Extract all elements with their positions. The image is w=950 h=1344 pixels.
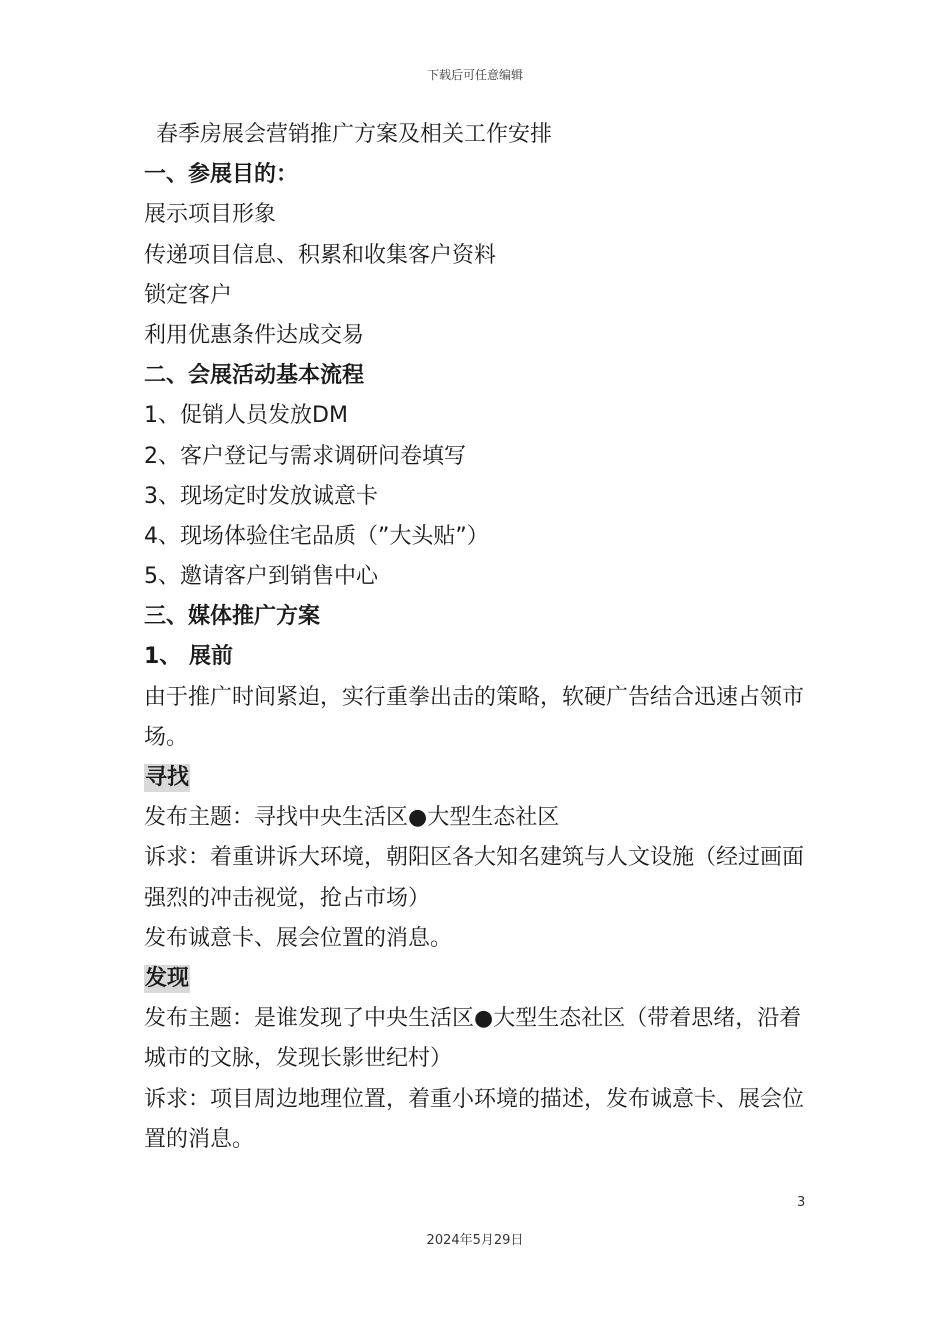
publish-theme: 发布主题：寻找中央生活区●大型生态社区	[144, 805, 560, 831]
highlight-label-xunzhao: 寻找	[145, 765, 190, 791]
section-heading-media: 三、媒体推广方案	[144, 604, 321, 630]
list-item: 3、现场定时发放诚意卡	[144, 483, 378, 509]
list-item: 5、邀请客户到销售中心	[144, 564, 378, 590]
list-item: 4、现场体验住宅品质（”大头贴”）	[144, 523, 489, 549]
list-item: 2、客户登记与需求调研问卷填写	[144, 443, 466, 469]
intro-paragraph: 由于推广时间紧迫，实行重拳出击的策略，软硬广告结合迅速占领市场。	[144, 684, 805, 750]
block-label-row	[144, 959, 814, 999]
list-item: 传递项目信息、积累和收集客户资料	[144, 242, 497, 268]
header-note: 下载后可任意编辑	[426, 68, 523, 82]
subheading-pre-show: 1、 展前	[144, 644, 233, 670]
appeal-paragraph: 诉求：项目周边地理位置，着重小环境的描述，发布诚意卡、展会位置的消息。	[144, 1086, 805, 1152]
list-item: 利用优惠条件达成交易	[144, 322, 365, 348]
publish-theme: 发布主题：是谁发现了中央生活区●大型生态社区（带着思绪，沿着城市的文脉，发现长影世纪村）	[144, 1006, 802, 1072]
list-item: 1、促销人员发放DM	[144, 403, 348, 429]
page-number: 3	[797, 1195, 806, 1210]
list-item: 展示项目形象	[144, 202, 277, 228]
appeal-paragraph: 诉求：着重讲诉大环境，朝阳区各大知名建筑与人文设施（经过画面强烈的冲击视觉，抢占市场）	[144, 845, 805, 911]
document-title: 春季房展会营销推广方案及相关工作安排	[156, 122, 553, 147]
notice-line: 发布诚意卡、展会位置的消息。	[144, 925, 453, 951]
document-body	[144, 115, 814, 1160]
block-label-row	[144, 758, 814, 798]
highlight-label-faxian: 发现	[145, 966, 190, 991]
list-item: 锁定客户	[144, 282, 233, 308]
footer-date: 2024年5月29日	[426, 1233, 524, 1248]
section-heading-process: 二、会展活动基本流程	[144, 363, 365, 389]
section-heading-purpose: 一、参展目的：	[144, 162, 299, 188]
